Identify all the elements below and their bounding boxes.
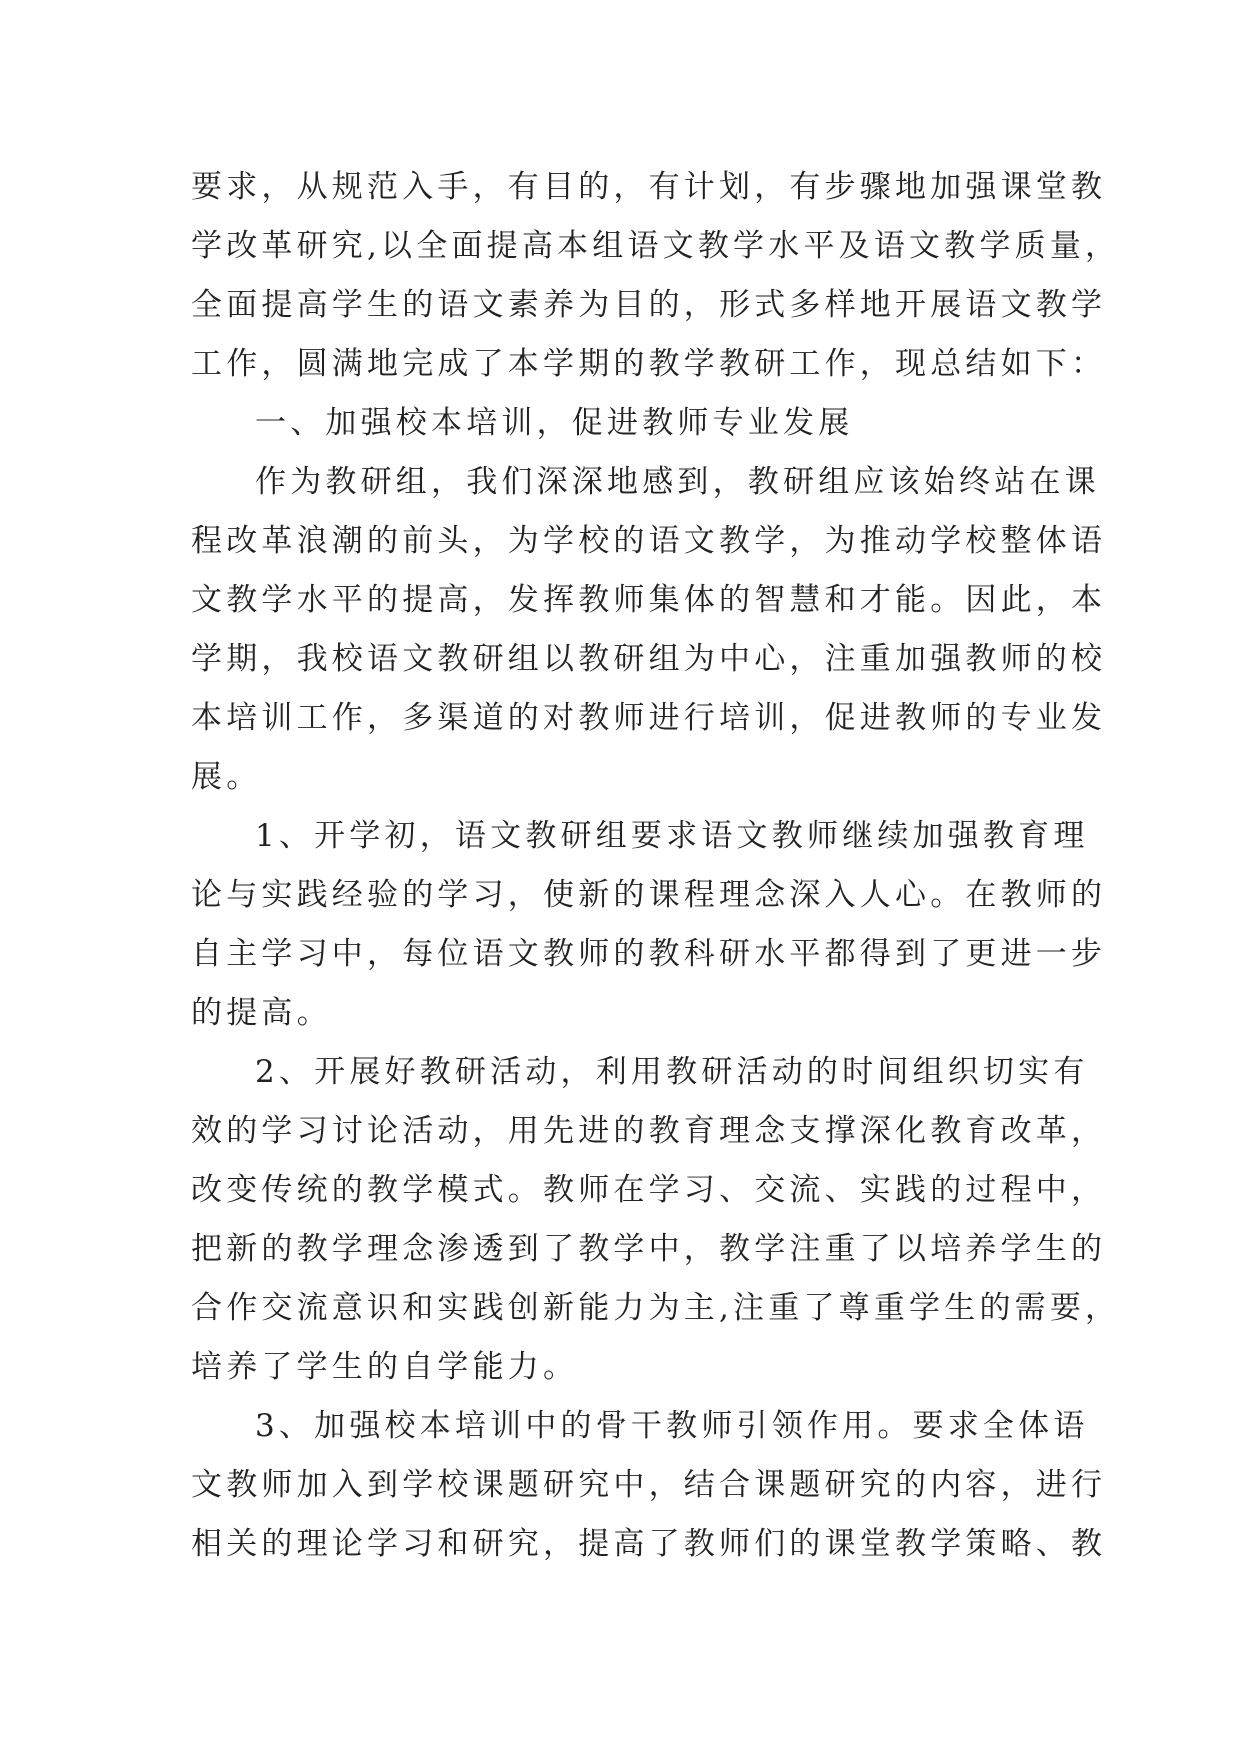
text-line-18: 改变传统的教学模式。教师在学习、交流、实践的过程中， <box>191 1172 1107 1208</box>
text-line-14: 自主学习中，每位语文教师的教科研水平都得到了更进一步 <box>191 936 1107 972</box>
text-line-20: 合作交流意识和实践创新能力为主,注重了尊重学生的需要， <box>191 1290 1121 1326</box>
text-line-13: 论与实践经验的学习，使新的课程理念深入人心。在教师的 <box>191 877 1107 913</box>
text-line-3: 全面提高学生的语文素养为目的，形式多样地开展语文教学 <box>191 287 1107 323</box>
text-line-4: 工作，圆满地完成了本学期的教学教研工作，现总结如下： <box>191 346 1107 382</box>
text-line-7: 程改革浪潮的前头，为学校的语文教学，为推动学校整体语 <box>191 523 1107 559</box>
text-line-17: 效的学习讨论活动，用先进的教育理念支撑深化教育改革， <box>191 1113 1107 1149</box>
section-heading-1: 一、加强校本培训，促进教师专业发展 <box>255 405 854 441</box>
text-line-11: 展。 <box>191 759 262 795</box>
text-line-6: 作为教研组，我们深深地感到，教研组应该始终站在课 <box>255 464 1100 500</box>
text-line-23: 文教师加入到学校课题研究中，结合课题研究的内容，进行 <box>191 1467 1107 1503</box>
list-item-2: 2、开展好教研活动，利用教研活动的时间组织切实有 <box>255 1054 1089 1090</box>
list-item-1: 1、开学初，语文教研组要求语文教师继续加强教育理 <box>255 818 1089 854</box>
text-line-2: 学改革研究,以全面提高本组语文教学水平及语文教学质量， <box>191 228 1121 264</box>
list-item-3: 3、加强校本培训中的骨干教师引领作用。要求全体语 <box>255 1408 1089 1444</box>
text-line-19: 把新的教学理念渗透到了教学中，教学注重了以培养学生的 <box>191 1231 1107 1267</box>
text-line-24: 相关的理论学习和研究，提高了教师们的课堂教学策略、教 <box>191 1526 1107 1562</box>
text-line-21: 培养了学生的自学能力。 <box>191 1349 579 1385</box>
text-line-1: 要求，从规范入手，有目的，有计划，有步骤地加强课堂教 <box>191 169 1107 205</box>
text-line-10: 本培训工作，多渠道的对教师进行培训，促进教师的专业发 <box>191 700 1107 736</box>
text-line-9: 学期，我校语文教研组以教研组为中心，注重加强教师的校 <box>191 641 1107 677</box>
text-line-8: 文教学水平的提高，发挥教师集体的智慧和才能。因此，本 <box>191 582 1107 618</box>
text-line-15: 的提高。 <box>191 995 332 1031</box>
document-body <box>191 158 1121 1574</box>
